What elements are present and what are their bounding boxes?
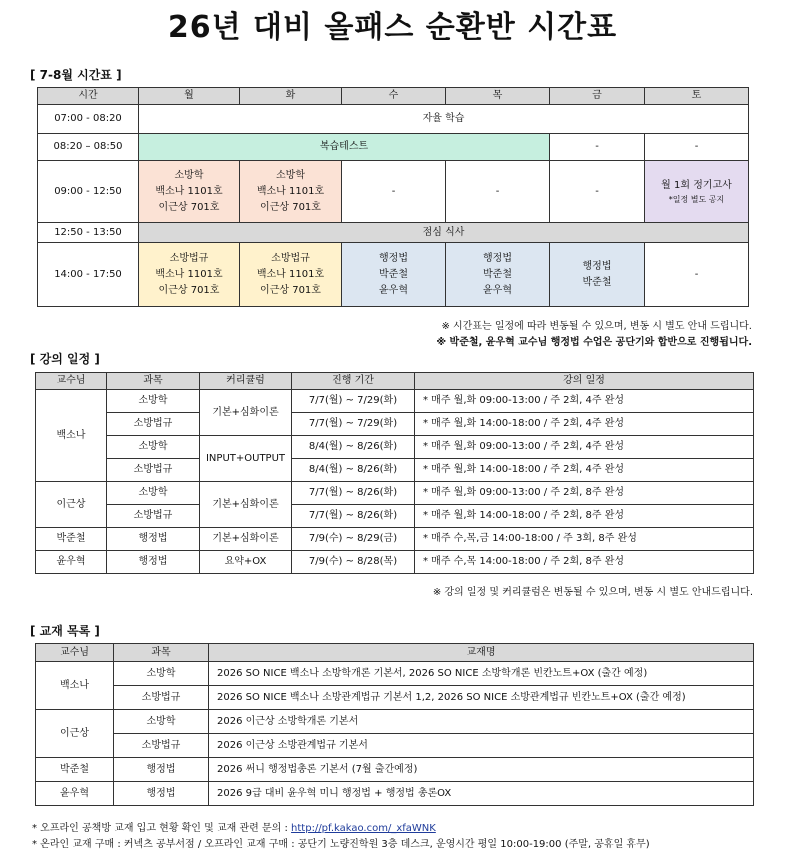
footer-inquiry-text: * 오프라인 공책방 교재 입고 현황 확인 및 교재 관련 문의 :: [32, 823, 292, 834]
footer-line-2: * 온라인 교재 구매 : 커넥츠 공부서점 / 오프라인 교재 구매 : 공단기 노량진학원 3층 데스크, 운영시간 평일 10:00-19:00 (주말, 공휴일 휴무): [32, 839, 650, 850]
plan-cell: * 매주 월,화 14:00-18:00 / 주 2회, 4주 완성: [415, 413, 754, 436]
mon-class-cell: [139, 243, 240, 307]
class-subject: 소방학: [276, 169, 305, 181]
book-cell: 2026 이근상 소방학개론 기본서: [209, 710, 754, 734]
prof-cell: 박준철: [36, 528, 107, 551]
lectures-section-title: [ 강의 일정 ]: [30, 352, 100, 366]
books-header-subject: 과목: [114, 644, 209, 662]
class-prof: 윤우혁: [483, 284, 512, 296]
header-thu: 목: [446, 88, 550, 105]
plan-cell: * 매주 수,목 14:00-18:00 / 주 2회, 8주 완성: [415, 551, 754, 574]
lunch-cell: 점심 식사: [139, 223, 749, 243]
subject-cell: 소방법규: [107, 413, 200, 436]
class-prof: 박준철: [379, 268, 408, 280]
thu-class-cell: [446, 243, 550, 307]
curri-cell: 기본+심화이론: [200, 390, 292, 436]
plan-cell: * 매주 월,화 09:00-13:00 / 주 2회, 4주 완성: [415, 436, 754, 459]
plan-cell: * 매주 월,화 14:00-18:00 / 주 2회, 8주 완성: [415, 505, 754, 528]
curri-cell: 기본+심화이론: [200, 482, 292, 528]
time-cell: 07:00 - 08:20: [38, 105, 139, 134]
schedule-note-1: ※ 시간표는 일정에 따라 변동될 수 있으며, 변동 시 별도 안내 드립니다.: [441, 321, 752, 332]
period-cell: 7/7(월) ~ 8/26(화): [292, 505, 415, 528]
period-cell: 7/9(수) ~ 8/29(금): [292, 528, 415, 551]
books-header-book: 교재명: [209, 644, 754, 662]
class-prof: 윤우혁: [379, 284, 408, 296]
subject-cell: 소방법규: [107, 459, 200, 482]
period-cell: 8/4(월) ~ 8/26(화): [292, 459, 415, 482]
class-room: 이근상 701호: [260, 284, 321, 296]
wed-class-cell: [342, 243, 446, 307]
subject-cell: 소방법규: [107, 505, 200, 528]
plan-cell: * 매주 월,화 14:00-18:00 / 주 2회, 4주 완성: [415, 459, 754, 482]
subject-cell: 행정법: [114, 782, 209, 806]
kakao-link[interactable]: http://pf.kakao.com/_xfaWNK: [291, 823, 436, 834]
book-cell: 2026 이근상 소방관계법규 기본서: [209, 734, 754, 758]
header-wed: 수: [342, 88, 446, 105]
class-prof: 박준철: [582, 276, 612, 288]
lectures-header-plan: 강의 일정: [415, 373, 754, 390]
plan-cell: * 매주 월,화 09:00-13:00 / 주 2회, 4주 완성: [415, 390, 754, 413]
book-cell: 2026 SO NICE 백소나 소방학개론 기본서, 2026 SO NICE 소방학개론 빈칸노트+OX (출간 예정): [209, 662, 754, 686]
exam-label: 월 1회 정기고사: [661, 179, 732, 191]
period-cell: 7/7(월) ~ 7/29(화): [292, 413, 415, 436]
prof-cell: 이근상: [36, 482, 107, 528]
wed-cell: -: [342, 161, 446, 223]
header-sat: 토: [645, 88, 749, 105]
tue-class-cell: [240, 243, 342, 307]
class-room: 백소나 1101호: [256, 268, 325, 280]
lectures-table: [35, 372, 754, 574]
class-room: 이근상 701호: [260, 201, 321, 213]
schedule-section-title: [ 7-8월 시간표 ]: [30, 68, 122, 82]
lectures-note: ※ 강의 일정 및 커리큘럼은 변동될 수 있으며, 변동 시 별도 안내드립니다.: [432, 587, 753, 598]
sat-cell: -: [645, 243, 749, 307]
self-study-cell: 자율 학습: [139, 105, 749, 134]
lectures-header-curri: 커리큘럼: [200, 373, 292, 390]
subject-cell: 소방법규: [114, 686, 209, 710]
period-cell: 8/4(월) ~ 8/26(화): [292, 436, 415, 459]
class-room: 이근상 701호: [158, 284, 220, 296]
class-prof: 박준철: [483, 268, 512, 280]
prof-cell: 박준철: [36, 758, 114, 782]
class-subject: 행정법: [379, 252, 408, 264]
subject-cell: 소방법규: [114, 734, 209, 758]
prof-cell: 백소나: [36, 662, 114, 710]
curri-cell: INPUT+OUTPUT: [200, 436, 292, 482]
plan-cell: * 매주 수,목,금 14:00-18:00 / 주 3회, 8주 완성: [415, 528, 754, 551]
book-cell: 2026 SO NICE 백소나 소방관계법규 기본서 1,2, 2026 SO NICE 소방관계법규 빈칸노트+OX (출간 예정): [209, 686, 754, 710]
class-subject: 행정법: [483, 252, 512, 264]
sat-exam-cell: [645, 161, 749, 223]
exam-note: *일정 별도 공지: [668, 194, 725, 204]
class-subject: 소방법규: [169, 252, 209, 264]
prof-cell: 이근상: [36, 710, 114, 758]
fri-cell: -: [550, 134, 645, 161]
subject-cell: 행정법: [107, 551, 200, 574]
period-cell: 7/7(월) ~ 7/29(화): [292, 390, 415, 413]
lectures-header-prof: 교수님: [36, 373, 107, 390]
subject-cell: 소방학: [107, 390, 200, 413]
period-cell: 7/9(수) ~ 8/28(목): [292, 551, 415, 574]
header-mon: 월: [139, 88, 240, 105]
header-fri: 금: [550, 88, 645, 105]
footer-line-1: [32, 819, 436, 834]
curri-cell: 기본+심화이론: [200, 528, 292, 551]
subject-cell: 행정법: [114, 758, 209, 782]
time-cell: 08:20 – 08:50: [38, 134, 139, 161]
class-subject: 소방법규: [271, 252, 310, 264]
period-cell: 7/7(월) ~ 8/26(화): [292, 482, 415, 505]
subject-cell: 행정법: [107, 528, 200, 551]
subject-cell: 소방학: [107, 436, 200, 459]
time-cell: 12:50 - 13:50: [38, 223, 139, 243]
thu-cell: -: [446, 161, 550, 223]
mon-class-cell: [139, 161, 240, 223]
subject-cell: 소방학: [107, 482, 200, 505]
subject-cell: 소방학: [114, 710, 209, 734]
book-cell: 2026 써니 행정법총론 기본서 (7월 출간예정): [209, 758, 754, 782]
review-test-cell: 복습테스트: [139, 134, 550, 161]
class-subject: 행정법: [582, 260, 612, 272]
time-cell: 09:00 - 12:50: [38, 161, 139, 223]
fri-cell: -: [550, 161, 645, 223]
time-cell: 14:00 - 17:50: [38, 243, 139, 307]
class-room: 백소나 1101호: [155, 268, 223, 280]
tue-class-cell: [240, 161, 342, 223]
class-room: 백소나 1101호: [256, 185, 325, 197]
lectures-header-subject: 과목: [107, 373, 200, 390]
header-time: 시간: [38, 88, 139, 105]
subject-cell: 소방학: [114, 662, 209, 686]
class-room: 이근상 701호: [158, 201, 220, 213]
book-cell: 2026 9급 대비 윤우혁 미니 행정법 + 행정법 총론OX: [209, 782, 754, 806]
books-section-title: [ 교재 목록 ]: [30, 624, 100, 638]
schedule-table: [37, 87, 749, 307]
sat-cell: -: [645, 134, 749, 161]
books-header-prof: 교수님: [36, 644, 114, 662]
plan-cell: * 매주 월,화 09:00-13:00 / 주 2회, 8주 완성: [415, 482, 754, 505]
class-room: 백소나 1101호: [155, 185, 223, 197]
books-table: [35, 643, 754, 806]
fri-class-cell: [550, 243, 645, 307]
page-title: 26년 대비 올패스 순환반 시간표: [167, 10, 618, 45]
prof-cell: 윤우혁: [36, 782, 114, 806]
prof-cell: 백소나: [36, 390, 107, 482]
header-tue: 화: [240, 88, 342, 105]
schedule-note-2: ※ 박준철, 윤우혁 교수님 행정법 수업은 공단기와 합반으로 진행됩니다.: [436, 337, 752, 348]
curri-cell: 요약+OX: [200, 551, 292, 574]
lectures-header-period: 진행 기간: [292, 373, 415, 390]
prof-cell: 윤우혁: [36, 551, 107, 574]
class-subject: 소방학: [174, 169, 204, 181]
